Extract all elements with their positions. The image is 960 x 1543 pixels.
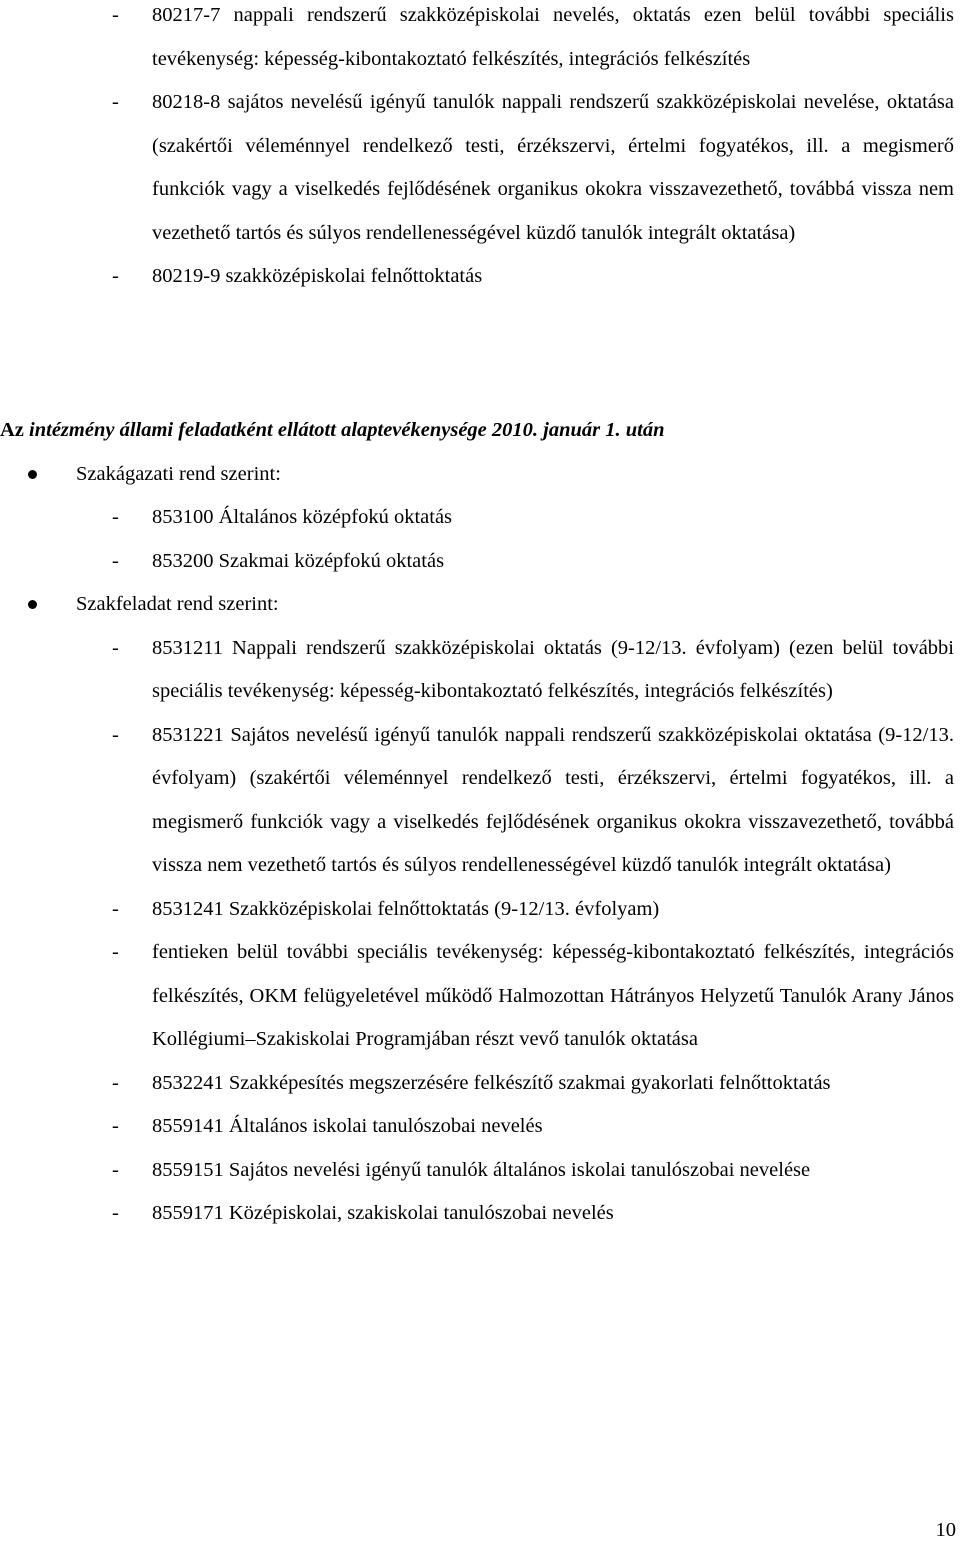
list-item <box>0 1192 960 1236</box>
heading-prefix: Az <box>0 419 30 441</box>
dash-marker: - <box>112 1071 119 1094</box>
activity-section-after-2010 <box>0 409 960 1236</box>
list-item-text: 853200 Szakmai középfokú oktatás <box>152 549 445 572</box>
dash-marker: - <box>112 549 119 572</box>
list-item <box>0 1149 960 1193</box>
bullet-title: Szakfeladat rend szerint: <box>76 593 279 615</box>
activity-list-before-2010 <box>0 0 960 299</box>
list-item-text: 8531241 Szakközépiskolai felnőttoktatás (9-12/13. évfolyam) <box>152 897 660 920</box>
list-item-text: 8559171 Középiskolai, szakiskolai tanulószobai nevelés <box>152 1202 614 1224</box>
list-item-text: 8531221 Sajátos nevelésű igényű tanulók nappali rendszerű szakközépiskolai oktatása (9-12/13. évfolyam) (szakértői véleménnyel rendelkező testi, érzékszervi, értelmi fogyatékos, ill. a megismerő funkciók vagy a viselkedés fejlődésének organikus okokra visszavezethető, továbbá vissza nem vezethető tartós és súlyos rendellenességével küzdő tanulók integrált oktatása) <box>152 723 954 876</box>
list-item-text: 8559151 Sajátos nevelési igényű tanulók általános iskolai tanulószobai nevelése <box>152 1158 811 1181</box>
dash-marker: - <box>112 636 119 659</box>
list-item <box>0 81 960 255</box>
dash-marker: - <box>112 941 119 963</box>
list-item-text: 8532241 Szakképesítés megszerzésére felkészítő szakmai gyakorlati felnőttoktatás <box>152 1071 831 1094</box>
dash-marker: - <box>112 265 119 287</box>
list-item <box>0 496 960 540</box>
list-item-text: 80217-7 nappali rendszerű szakközépiskolai nevelés, oktatás ezen belül további speciális tevékenység: képesség-kibontakoztató felkészítés, integrációs felkészítés <box>152 4 954 70</box>
bullet-dot-icon <box>28 600 37 609</box>
list-item-text: 80219-9 szakközépiskolai felnőttoktatás <box>152 265 483 287</box>
dash-marker: - <box>112 1202 119 1224</box>
dash-marker: - <box>112 897 119 920</box>
page-number: 10 <box>935 1519 956 1541</box>
bullet-item-szakagazati <box>0 453 960 497</box>
list-item <box>0 1062 960 1106</box>
bullet-item-szakfeladat <box>0 583 960 627</box>
section-heading <box>0 409 960 453</box>
heading-italic: intézmény állami feladatként ellátott alaptevékenysége 2010. január 1. után <box>29 419 665 441</box>
dash-marker: - <box>112 1115 119 1137</box>
list-item-text: 80218-8 sajátos nevelésű igényű tanulók nappali rendszerű szakközépiskolai nevelése, oktatása (szakértői véleménnyel rendelkező testi, érzékszervi, értelmi fogyatékos, ill. a megismerő funkciók vagy a viselkedés fejlődésének organikus okokra visszavezethető, továbbá vissza nem vezethető tartós és súlyos rendellenességével küzdő tanulók integrált oktatása) <box>152 91 954 244</box>
list-item-text: 8531211 Nappali rendszerű szakközépiskolai oktatás (9-12/13. évfolyam) (ezen belül további speciális tevékenység: képesség-kibontakoztató felkészítés, integrációs felkészítés) <box>152 636 954 702</box>
list-item <box>0 540 960 584</box>
dash-marker: - <box>112 506 119 528</box>
list-item <box>0 255 960 299</box>
list-item <box>0 1105 960 1149</box>
list-item <box>0 0 960 81</box>
dash-marker: - <box>112 91 119 113</box>
dash-marker: - <box>112 723 119 746</box>
list-item-text: 853100 Általános középfokú oktatás <box>152 506 453 528</box>
list-item-text: 8559141 Általános iskolai tanulószobai nevelés <box>152 1115 543 1137</box>
list-item <box>0 931 960 1062</box>
list-item <box>0 888 960 932</box>
list-item <box>0 714 960 888</box>
bullet-title: Szakágazati rend szerint: <box>76 462 281 485</box>
list-item-text: fentieken belül további speciális tevékenység: képesség-kibontakoztató felkészítés, integrációs felkészítés, OKM felügyeletével működő Halmozottan Hátrányos Helyzetű Tanulók Arany János Kollégiumi–Szakiskolai Programjában részt vevő tanulók oktatása <box>152 941 954 1050</box>
bullet-dot-icon <box>28 470 37 479</box>
list-item <box>0 627 960 714</box>
dash-marker: - <box>112 1158 119 1181</box>
dash-marker: - <box>112 4 119 26</box>
